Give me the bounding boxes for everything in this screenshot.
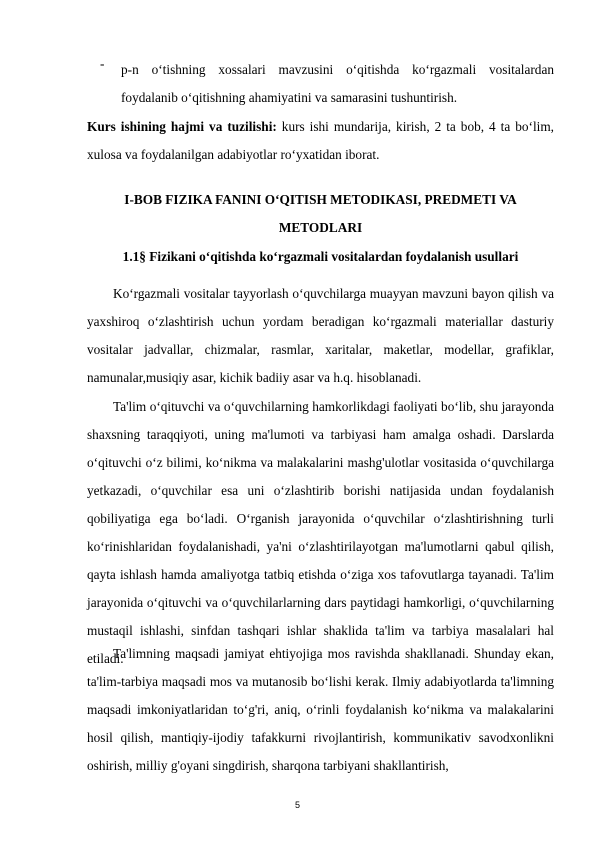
chapter-title: I-BOB FIZIKA FANINI O‘QITISH METODIKASI, PREDMETI VA METODLARI (124, 192, 517, 235)
section-title: 1.1§ Fizikani o‘qitishda ko‘rgazmali vositalardan foydalanish usullari (122, 249, 519, 264)
body-paragraph-1: Ko‘rgazmali vositalar tayyorlash o‘quvchilarga muayyan mavzuni bayon qilish va yaxshiroq o‘zlashtirish uchun yordam beradigan ko‘rgazmali materiallar dasturiy vositalar jadvallar, chizmalar, rasmlar, xaritalar, maketlar, modellar, grafiklar, namunalar,musiqiy asar, kichik badiiy asar va h.q. hisoblanadi. (87, 286, 554, 385)
structure-text: kurs ishi mundarija, kirish, 2 ta bob, 4 ta bo‘lim, xulosa va foydalanilgan adabiyotlar ro‘yxatidan iborat. (87, 119, 554, 162)
body-paragraph-3: Ta'limning maqsadi jamiyat ehtiyojiga mos ravishda shakllanadi. Shunday ekan, ta'lim-tarbiya maqsadi mos va mutanosib bo‘lishi kerak. Ilmiy adabiyotlarda ta'limning maqsadi imkoniyatlaridan to‘g'ri, aniq, o‘rinli foydalanish ko‘nikma va malakalarini hosil qilish, mantiqiy-ijodiy tafakkurni rivojlantirish, kommunikativ savodxonlikni oshirish, milliy g'oyani singdirish, sharqona tarbiyani shakllantirish, (87, 646, 554, 773)
bullet-marker: - (100, 56, 105, 71)
structure-label: Kurs ishining hajmi va tuzilishi: (87, 119, 277, 134)
structure-paragraph (87, 113, 554, 169)
bullet-text: p-n o‘tishning xossalari mavzusini o‘qitishda ko‘rgazmali vositalardan foydalanib o‘qitishning ahamiyatini va samarasini tushuntirish. (121, 62, 554, 105)
body-paragraph-2: Ta'lim o‘qituvchi va o‘quvchilarning hamkorlikdagi faoliyati bo‘lib, shu jarayonda shaxsning taraqqiyoti, uning ma'lumoti va tarbiyasi ham amalga oshadi. Darslarda o‘qituvchi o‘z bilimi, ko‘nikma va malakalarini mashg'ulotlar vositasida o‘quvchilarga yetkazadi, o‘quvchilar esa uni o‘zlashtirib borishi natijasida undan foydalanish qobiliyatiga ega bo‘ladi. O‘rganish jarayonida o‘quvchilar o‘zlashtirishning turli ko‘rinishlaridan foydalanishadi, ya'ni o‘zlashtirilayotgan ma'lumotlarni qabul qilish, qayta ishlash hamda amaliyotga tatbiq etishda o‘ziga xos tafovutlarga tayanadi. Ta'lim jarayonida o‘qituvchi va o‘quvchilarlarning dars paytidagi hamkorligi, o‘quvchilarning mustaqil ishlashi, sinfdan tashqari ishlar shaklida ta'lim va tarbiya masalalari hal etiladi. (87, 399, 554, 666)
page-number: 5 (294, 800, 300, 810)
